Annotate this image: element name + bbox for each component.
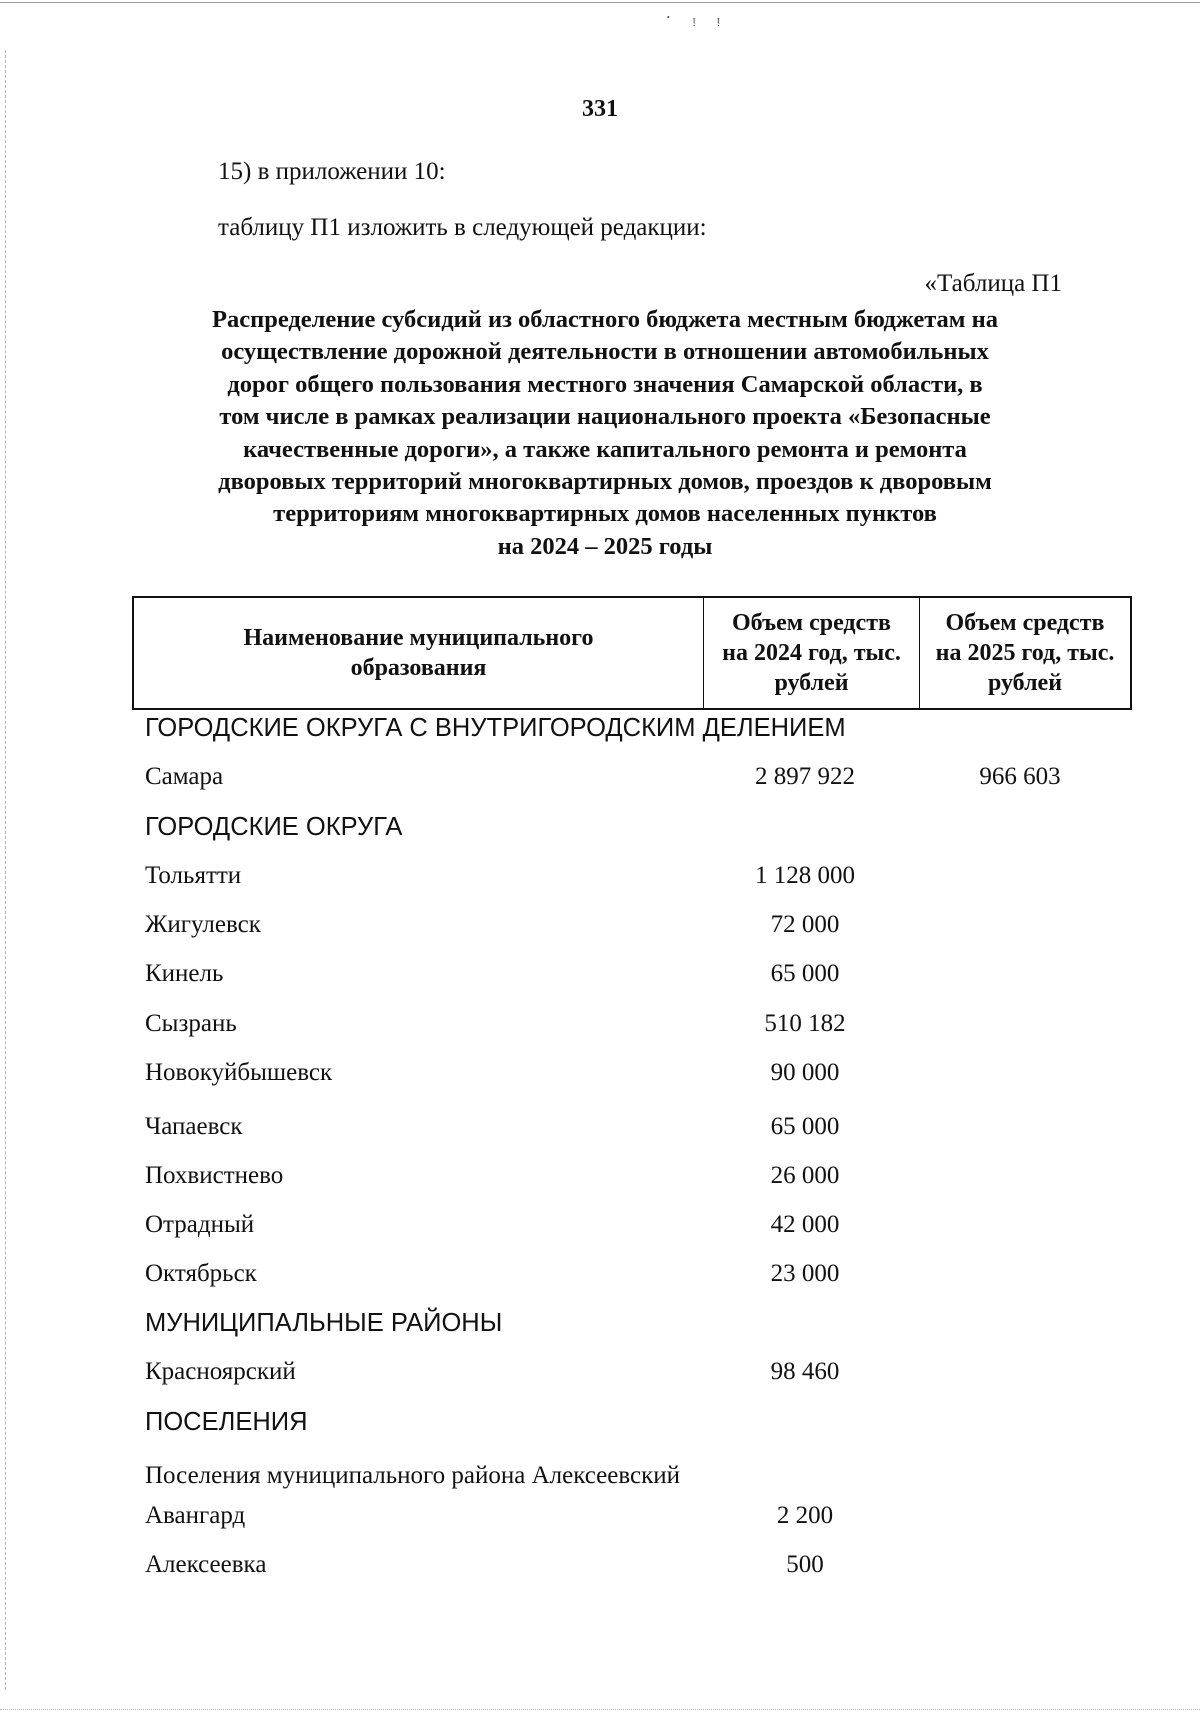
- header-name-text: Наименование муниципального образования: [243, 625, 594, 681]
- header-2024-text: Объем средств на 2024 год, тыс. рублей: [722, 610, 901, 696]
- section-heading-row: [0, 1408, 1200, 1442]
- scan-marks: ˙ ᵎ ᵎ: [665, 12, 729, 34]
- row-value-2024: 2 897 922: [755, 763, 855, 790]
- table-row: [0, 911, 1200, 945]
- row-value-2024: 42 000: [770, 1211, 840, 1238]
- row-value-2024: 72 000: [770, 911, 840, 938]
- table-row: [0, 1502, 1200, 1536]
- table-title-line: качественные дороги», а также капитального ремонта и ремонта: [243, 435, 967, 463]
- row-name: Тольятти: [145, 862, 242, 889]
- instruction-paragraph: таблицу П1 изложить в следующей редакции:: [218, 214, 707, 241]
- table-row: [0, 1059, 1200, 1093]
- row-value-2025: 966 603: [979, 763, 1061, 790]
- table-title-line: дорог общего пользования местного значения Самарской области, в: [227, 370, 983, 398]
- table-caption: «Таблица П1: [924, 270, 1062, 297]
- table-row: [0, 1551, 1200, 1585]
- section-heading-row: [0, 813, 1200, 847]
- row-name: Жигулевск: [145, 911, 261, 938]
- table-row: [0, 1260, 1200, 1294]
- table-title-line: дворовых территорий многоквартирных домов, проездов к дворовым: [218, 468, 992, 496]
- row-name: ПОСЕЛЕНИЯ: [145, 1408, 308, 1436]
- row-value-2024: 23 000: [770, 1260, 840, 1287]
- table-row: [0, 1358, 1200, 1392]
- row-value-2024: 1 128 000: [755, 862, 855, 889]
- table-title-line: Распределение субсидий из областного бюджета местным бюджетам на: [212, 306, 998, 333]
- row-name: Сызрань: [145, 1010, 237, 1037]
- subsection-heading-row: [0, 1462, 1200, 1496]
- row-name: Самара: [145, 763, 224, 790]
- row-name: МУНИЦИПАЛЬНЫЕ РАЙОНЫ: [145, 1309, 503, 1337]
- row-value-2024: 2 200: [776, 1502, 834, 1529]
- row-name: Поселения муниципального района Алексеевский: [145, 1462, 681, 1489]
- row-name: Алексеевка: [145, 1551, 267, 1578]
- row-name: Новокуйбышевск: [145, 1059, 333, 1086]
- row-name: Кинель: [145, 960, 224, 987]
- table-row: [0, 1010, 1200, 1044]
- table-title-line: территориям многоквартирных домов населенных пунктов: [273, 500, 937, 528]
- table-row: [0, 1113, 1200, 1147]
- table-title-line: осуществление дорожной деятельности в отношении автомобильных: [221, 338, 989, 366]
- table-title-line: на 2024 – 2025 годы: [497, 532, 713, 560]
- table-row: [0, 763, 1200, 797]
- section-heading-row: [0, 714, 1200, 748]
- row-name: ГОРОДСКИЕ ОКРУГА С ВНУТРИГОРОДСКИМ ДЕЛЕНИЕМ: [145, 714, 846, 742]
- row-name: Октябрьск: [145, 1260, 257, 1287]
- table-row: [0, 1211, 1200, 1245]
- table-row: [0, 960, 1200, 994]
- header-2025-text: Объем средств на 2025 год, тыс. рублей: [935, 610, 1115, 696]
- row-value-2024: 26 000: [770, 1162, 840, 1189]
- row-name: Авангард: [145, 1502, 246, 1529]
- row-value-2024: 98 460: [770, 1358, 840, 1385]
- table-row: [0, 862, 1200, 896]
- row-name: Похвистнево: [145, 1162, 284, 1189]
- table-row: [0, 1162, 1200, 1196]
- row-value-2024: 90 000: [770, 1059, 840, 1086]
- page-number: 331: [582, 96, 618, 122]
- row-value-2024: 65 000: [770, 960, 840, 987]
- row-name: Чапаевск: [145, 1113, 243, 1140]
- row-value-2024: 65 000: [770, 1113, 840, 1140]
- row-name: Красноярский: [145, 1358, 296, 1385]
- row-value-2024: 510 182: [764, 1010, 846, 1037]
- item-paragraph: 15) в приложении 10:: [218, 158, 446, 185]
- row-name: Отрадный: [145, 1211, 255, 1238]
- row-name: ГОРОДСКИЕ ОКРУГА: [145, 813, 403, 841]
- section-heading-row: [0, 1309, 1200, 1343]
- table-title-line: том числе в рамках реализации национального проекта «Безопасные: [219, 403, 991, 431]
- row-value-2024: 500: [786, 1551, 824, 1578]
